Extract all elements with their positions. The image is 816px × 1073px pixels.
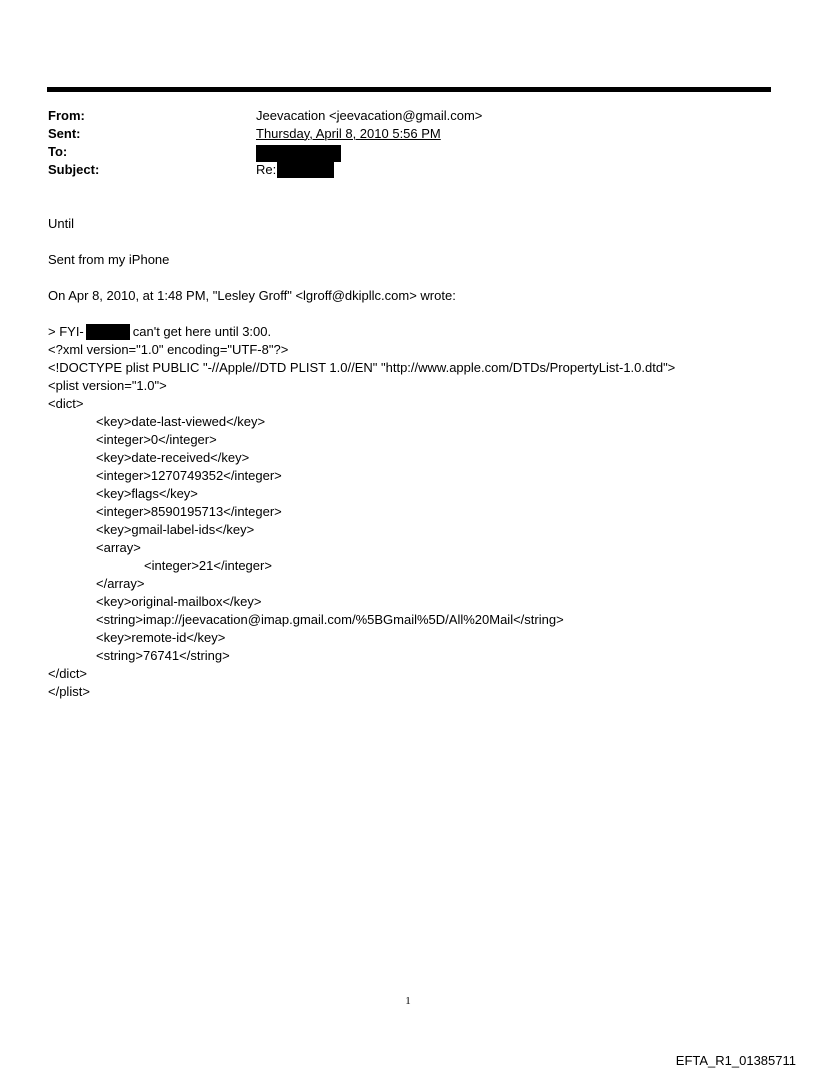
code-line: <plist version="1.0"> (48, 378, 167, 393)
to-label: To: (48, 144, 68, 159)
quoted-content (48, 323, 788, 701)
email-header (48, 107, 748, 179)
code-line: </array> (96, 576, 145, 591)
bates-number: EFTA_R1_01385711 (675, 1053, 796, 1068)
fyi-prefix: > FYI- (48, 324, 84, 339)
code-line: <?xml version="1.0" encoding="UTF-8"?> (48, 342, 289, 357)
code-line: <integer>8590195713</integer> (96, 504, 282, 519)
sent-value: Thursday, April 8, 2010 5:56 PM (256, 126, 441, 141)
subject-value (256, 161, 334, 179)
code-line: <key>gmail-label-ids</key> (96, 522, 255, 537)
fyi-line (48, 323, 788, 341)
subject-prefix: Re: (256, 162, 277, 177)
code-line: </plist> (48, 684, 90, 699)
code-line: <dict> (48, 396, 84, 411)
code-line: <integer>21</integer> (144, 558, 272, 573)
sent-label: Sent: (48, 126, 81, 141)
code-line: <string>imap://jeevacation@imap.gmail.com/%5BGmail%5D/All%20Mail</string> (96, 612, 564, 627)
sent-row (48, 125, 748, 143)
code-line: <key>date-received</key> (96, 450, 250, 465)
code-line: <!DOCTYPE plist PUBLIC "-//Apple//DTD PLIST 1.0//EN" "http://www.apple.com/DTDs/PropertyList-1.0.dtd"> (48, 360, 676, 375)
code-line: <integer>1270749352</integer> (96, 468, 282, 483)
code-line: <key>date-last-viewed</key> (96, 414, 266, 429)
header-rule (47, 87, 771, 92)
code-line: <array> (96, 540, 141, 555)
code-line: <integer>0</integer> (96, 432, 217, 447)
code-line: <string>76741</string> (96, 648, 230, 663)
body-line-signature: Sent from my iPhone (48, 252, 170, 267)
page-number: 1 (405, 995, 411, 1007)
subject-redaction (277, 162, 334, 178)
fyi-suffix: can't get here until 3:00. (132, 324, 272, 339)
from-row (48, 107, 748, 125)
to-row (48, 143, 748, 161)
subject-row (48, 161, 748, 179)
code-line: <key>flags</key> (96, 486, 198, 501)
code-line: </dict> (48, 666, 88, 681)
code-line: <key>remote-id</key> (96, 630, 226, 645)
to-redaction (256, 145, 341, 162)
body-line-until: Until (48, 216, 75, 231)
body-line-quote-intro: On Apr 8, 2010, at 1:48 PM, "Lesley Groff" <lgroff@dkipllc.com> wrote: (48, 288, 456, 303)
from-value: Jeevacation <jeevacation@gmail.com> (256, 108, 483, 123)
from-label: From: (48, 108, 85, 123)
subject-label: Subject: (48, 162, 100, 177)
fyi-redaction (86, 324, 130, 340)
code-line: <key>original-mailbox</key> (96, 594, 262, 609)
